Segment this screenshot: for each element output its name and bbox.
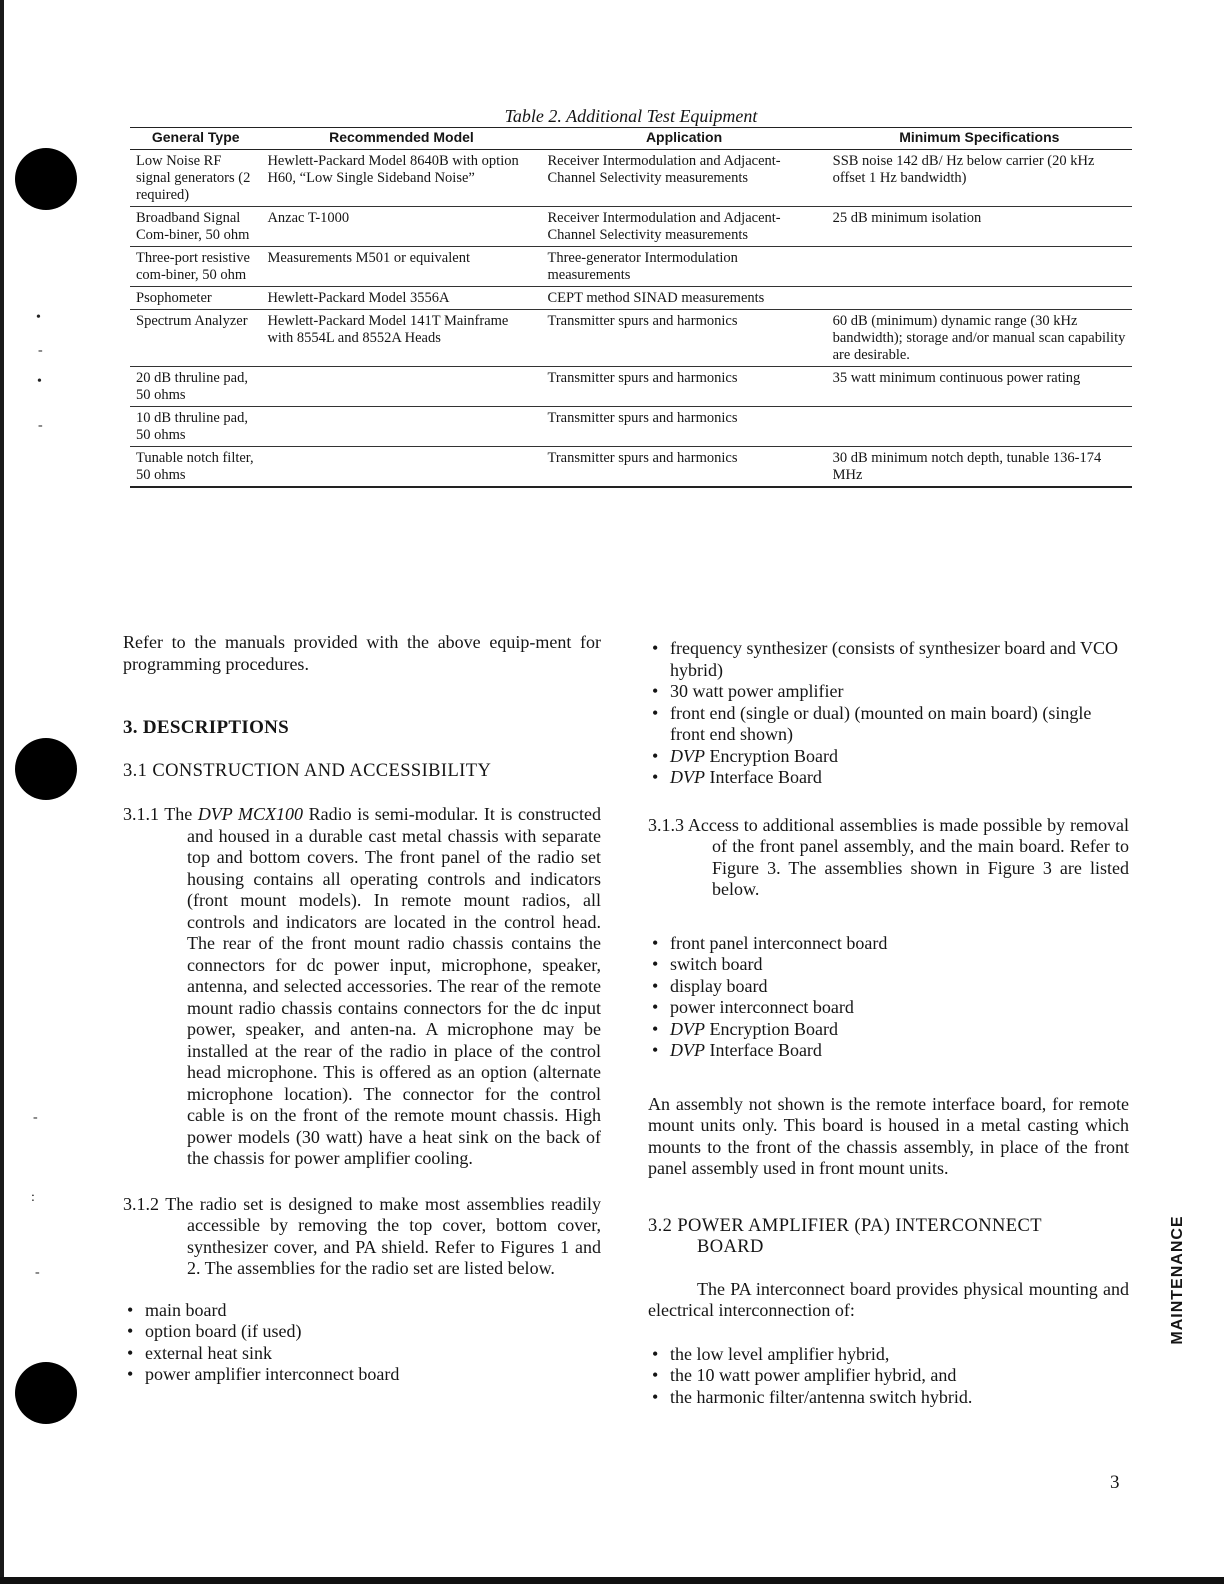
list-item: • the harmonic filter/antenna switch hybrid. [648,1387,1129,1409]
header-general-type: General Type [130,128,261,150]
scan-speck: - [38,418,43,433]
scan-speck: - [38,343,43,358]
list-item: • external heat sink [123,1343,601,1365]
scan-speck: - [33,1110,38,1125]
intro-paragraph: Refer to the manuals provided with the above equip-ment for programming procedures. [123,632,601,674]
right-column [648,638,1129,1408]
scan-speck: • [36,310,41,325]
cell-model: Hewlett-Packard Model 141T Mainframe with 8554L and 8552A Heads [261,310,541,367]
list-item: • front panel interconnect board [648,933,1129,955]
subsection-heading-construction: 3.1 CONSTRUCTION AND ACCESSIBILITY [123,760,492,781]
table-row [130,287,1132,310]
remote-interface-paragraph: An assembly not shown is the remote interface board, for remote mount units only. This board is housed in a metal casting which mounts to the front of the chassis assembly, in place of the front panel assembly used in front mount units. [648,1093,1129,1178]
table-row [130,310,1132,367]
table-row [130,150,1132,207]
cell-specification [827,407,1132,447]
list-item: • power interconnect board [648,997,1129,1019]
cell-application: Transmitter spurs and harmonics [542,367,827,407]
scan-speck: - [35,1265,40,1280]
cell-general-type: 10 dB thruline pad, 50 ohms [130,407,261,447]
cell-specification [827,247,1132,287]
cell-general-type: Broadband Signal Com-biner, 50 ohm [130,207,261,247]
scan-speck: • [37,374,42,389]
cell-general-type: 20 dB thruline pad, 50 ohms [130,367,261,407]
cell-general-type: Tunable notch filter, 50 ohms [130,447,261,488]
list-item: • display board [648,976,1129,998]
punch-hole-top [15,148,77,210]
cell-model: Measurements M501 or equivalent [261,247,541,287]
paragraph-3-1-3: 3.1.3 Access to additional assemblies is made possible by removal of the front panel assembly, and the main board. Refer to Figure 3. The assemblies shown in Figure 3 are listed below. [648,814,1129,899]
header-recommended-model: Recommended Model [261,128,541,150]
cell-model [261,367,541,407]
cell-specification: 60 dB (minimum) dynamic range (30 kHz bandwidth); storage and/or manual scan capability are desirable. [827,310,1132,367]
header-application: Application [542,128,827,150]
list-item: • frequency synthesizer (consists of synthesizer board and VCO hybrid) [648,638,1129,681]
paragraph-number: 3.1.1 [123,804,159,824]
table-header-row [130,128,1132,150]
table-row [130,367,1132,407]
cell-specification: 35 watt minimum continuous power rating [827,367,1132,407]
scan-speck: : [31,1190,35,1205]
cell-application: Transmitter spurs and harmonics [542,447,827,488]
cell-model: Hewlett-Packard Model 3556A [261,287,541,310]
punch-hole-middle [15,738,77,800]
cell-specification: 25 dB minimum isolation [827,207,1132,247]
cell-model: Anzac T-1000 [261,207,541,247]
table-row [130,407,1132,447]
section-heading-descriptions: 3. DESCRIPTIONS [123,717,290,738]
header-minimum-specifications: Minimum Specifications [827,128,1132,150]
list-item: • switch board [648,954,1129,976]
scan-edge-left [0,0,4,1584]
cell-general-type: Three-port resistive com-biner, 50 ohm [130,247,261,287]
list-item: • the low level amplifier hybrid, [648,1344,1129,1366]
cell-application: Transmitter spurs and harmonics [542,310,827,367]
assembly-list-continued [648,638,1129,789]
cell-general-type: Spectrum Analyzer [130,310,261,367]
subsection-heading-pa-interconnect: 3.2 POWER AMPLIFIER (PA) INTERCONNECT BOARD [648,1215,1042,1257]
page-number: 3 [1110,1472,1120,1493]
assembly-list-figure-3 [648,933,1129,1062]
cell-application: CEPT method SINAD measurements [542,287,827,310]
cell-application: Receiver Intermodulation and Adjacent-Channel Selectivity measurements [542,207,827,247]
cell-general-type: Psophometer [130,287,261,310]
table-row [130,247,1132,287]
scan-edge-bottom [0,1577,1224,1584]
cell-specification: 30 dB minimum notch depth, tunable 136-174 MHz [827,447,1132,488]
cell-model [261,407,541,447]
cell-model: Hewlett-Packard Model 8640B with option H60, “Low Single Sideband Noise” [261,150,541,207]
list-item: • DVP Interface Board [648,1040,1129,1062]
list-item: • DVP Encryption Board [648,1019,1129,1041]
list-item: • power amplifier interconnect board [123,1364,601,1386]
radio-model-name: DVP MCX100 [197,804,304,824]
table-row [130,207,1132,247]
cell-application: Transmitter spurs and harmonics [542,407,827,447]
list-item: • the 10 watt power amplifier hybrid, and [648,1365,1129,1387]
cell-specification: SSB noise 142 dB/ Hz below carrier (20 kHz offset 1 Hz bandwidth) [827,150,1132,207]
list-item: • DVP Encryption Board [648,746,1129,768]
list-item: • DVP Interface Board [648,767,1129,789]
list-item: • option board (if used) [123,1321,601,1343]
cell-application: Receiver Intermodulation and Adjacent-Channel Selectivity measurements [542,150,827,207]
table-row [130,447,1132,488]
paragraph-3-2: The PA interconnect board provides physical mounting and electrical interconnection of: [648,1278,1129,1320]
cell-model [261,447,541,488]
assembly-list-left [123,1300,601,1386]
list-item: • 30 watt power amplifier [648,681,1129,703]
section-tab-label: MAINTENANCE [1169,1215,1186,1345]
left-column [123,632,601,1386]
cell-application: Three-generator Intermodulation measurements [542,247,827,287]
list-item: • front end (single or dual) (mounted on main board) (single front end shown) [648,703,1129,746]
cell-specification [827,287,1132,310]
test-equipment-table [130,127,1132,488]
paragraph-3-1-2: 3.1.2 The radio set is designed to make most assemblies readily accessible by removing the top cover, bottom cover, synthesizer cover, and PA shield. Refer to Figures 1 and 2. The assemblies for the radio set are listed below. [123,1193,601,1278]
pa-interconnect-list [648,1344,1129,1409]
list-item: • main board [123,1300,601,1322]
cell-general-type: Low Noise RF signal generators (2 required) [130,150,261,207]
section-tab-maintenance [1168,1210,1188,1350]
paragraph-3-1-1: 3.1.1 The DVP MCX100 Radio is semi-modular. It is constructed and housed in a durable cast metal chassis with separate top and bottom covers. The front panel of the radio set housing contains all operating controls and indicators (front mount models). In remote mount radios, all controls and indicators are located in the control head. The rear of the front mount radio chassis contains the connectors for dc power input, microphone, speaker, antenna, and selected accessories. The rear of the remote mount radio chassis contains connectors for the dc input power, speaker, and anten-na. A microphone may be installed at the rear of the radio in place of the control head microphone. This is offered as an option (alternate microphone location). The connector for the control cable is on the front of the remote mount chassis. High power models (30 watt) have a heat sink on the back of the chassis for power amplifier cooling. [123,804,601,1168]
table-caption: Table 2. Additional Test Equipment [504,106,758,126]
punch-hole-bottom [15,1362,77,1424]
